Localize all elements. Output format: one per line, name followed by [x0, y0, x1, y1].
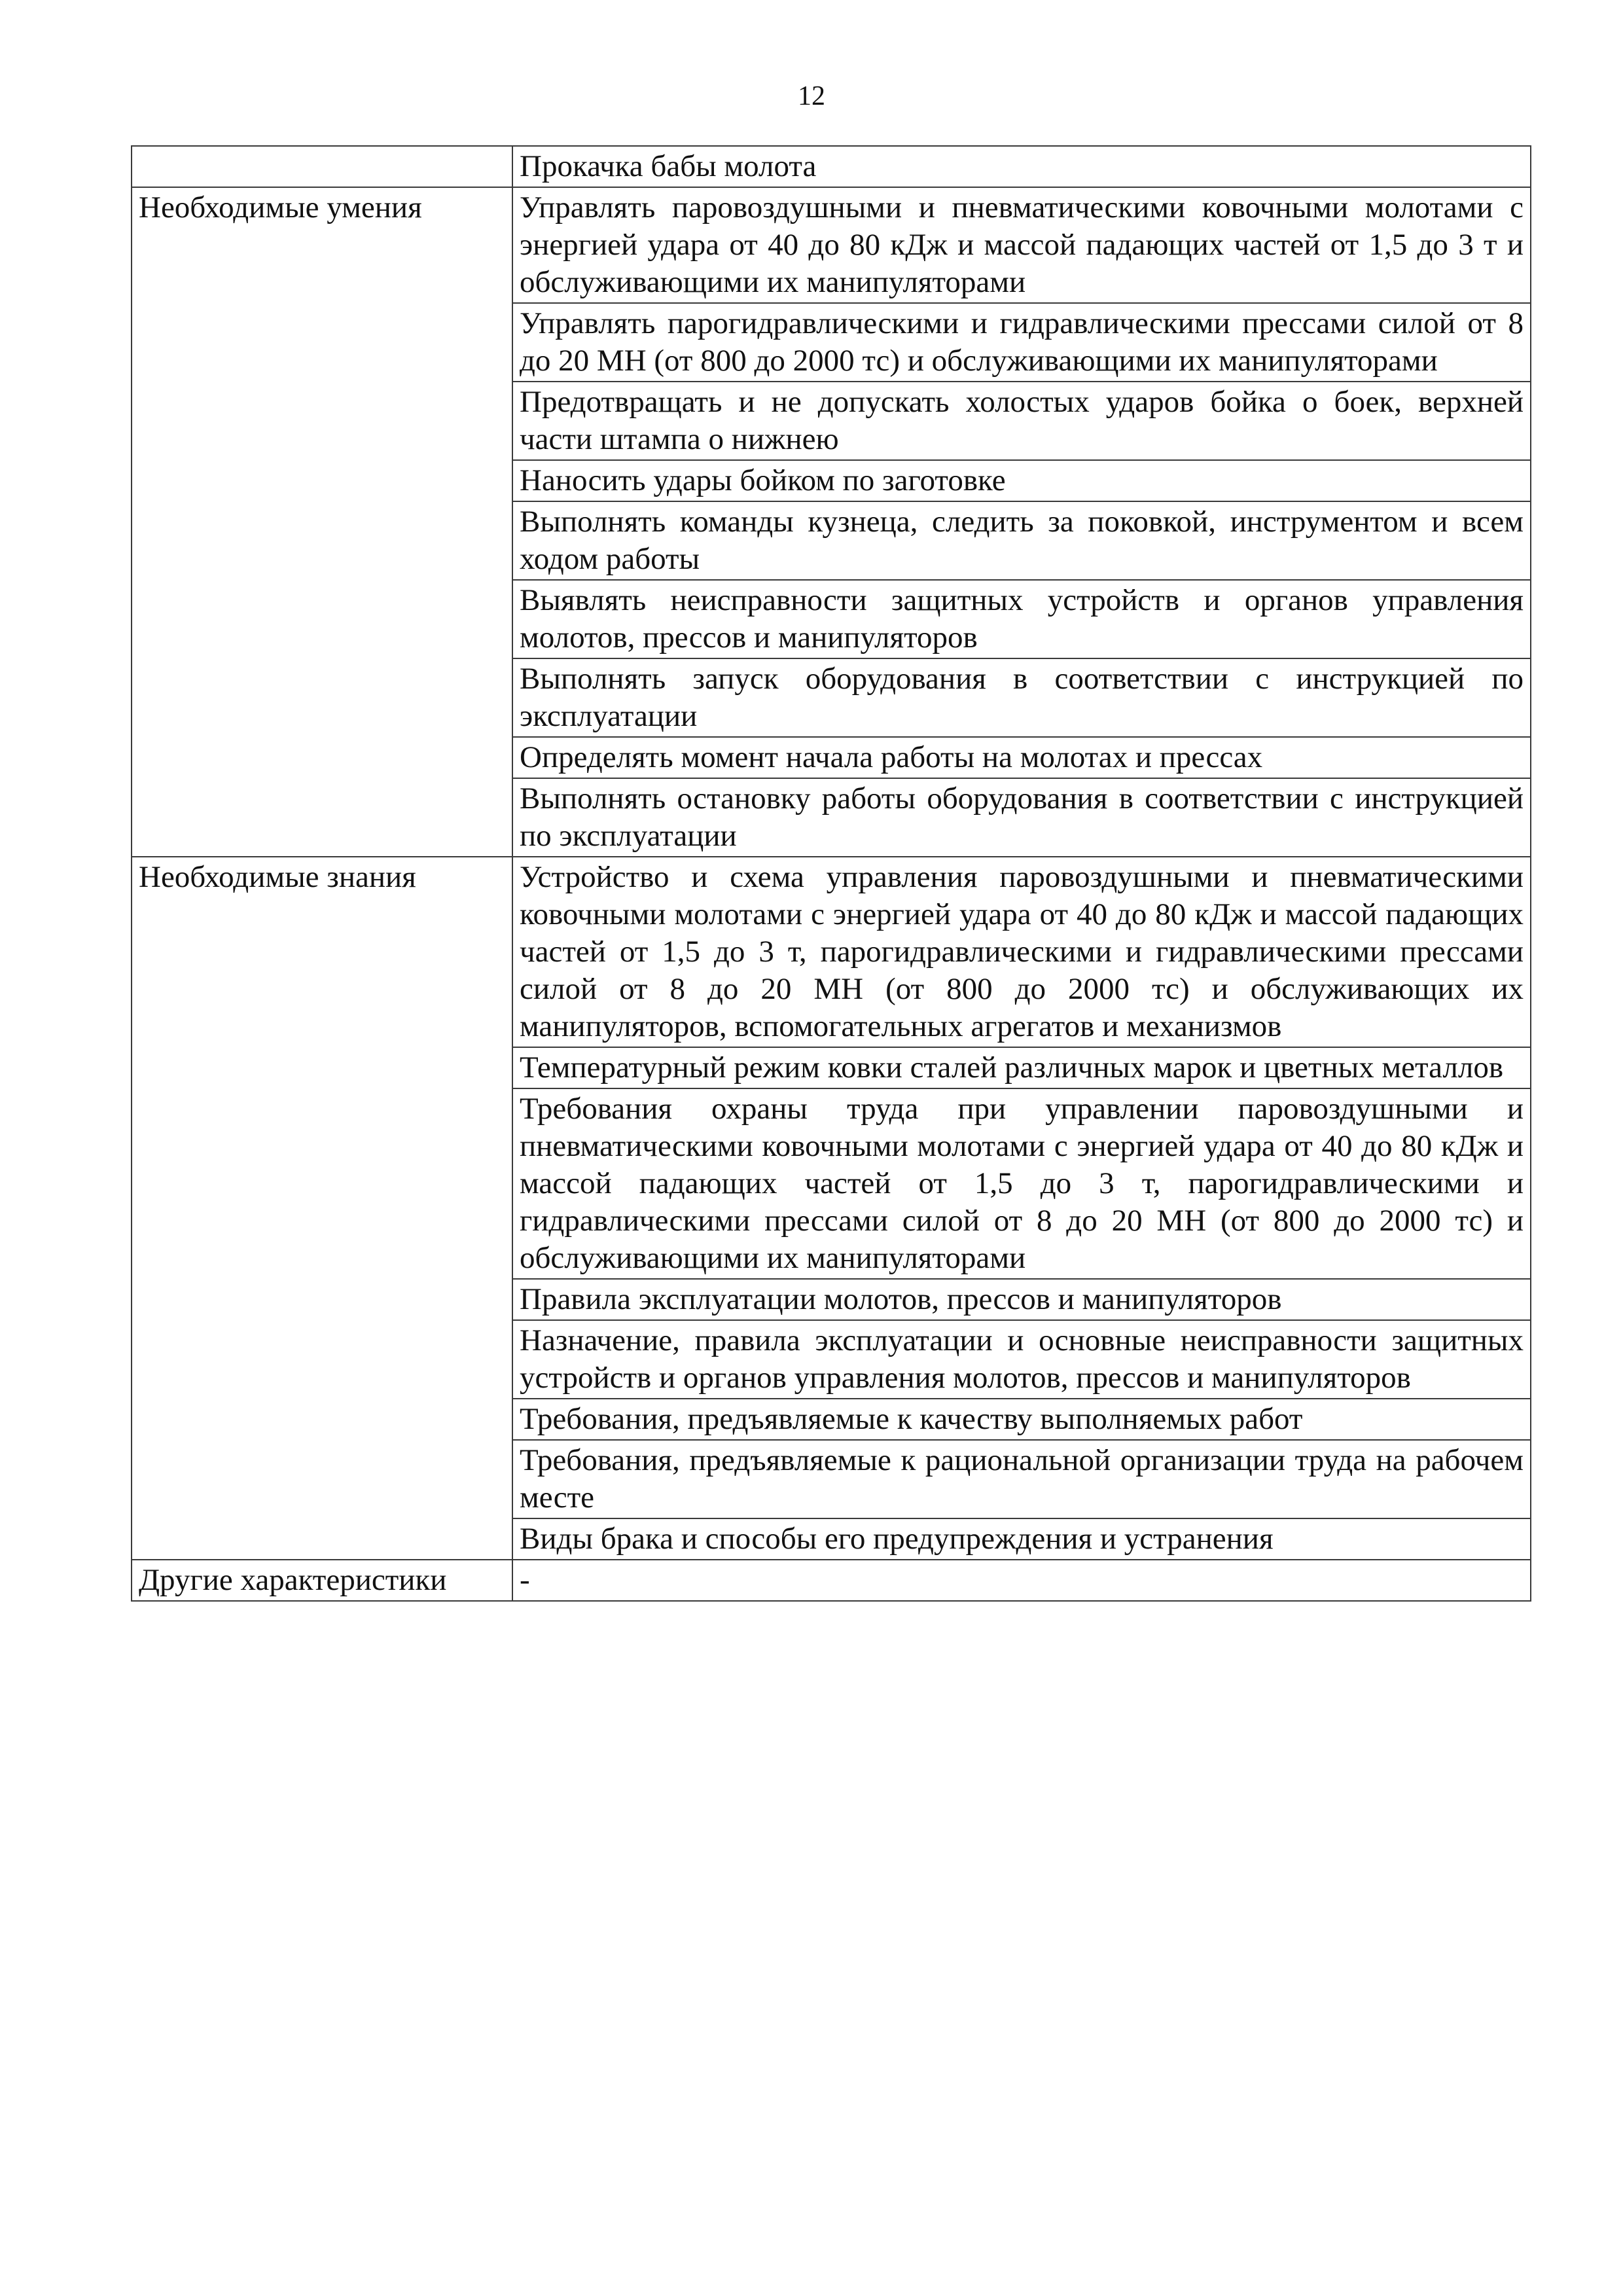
table-row [132, 857, 1531, 1047]
table-cell: Прокачка бабы молота [512, 146, 1531, 187]
knowledge-item: Требования охраны труда при управлении паровоздушными и пневматическими ковочными молотами с энергией удара от 40 до 80 кДж и массой падающих частей от 1,5 до 3 т, парогидравлическими и гидравлическими прессами силой от 8 до 20 МН (от 800 до 2000 тс) и обслуживающими их манипуляторами [512, 1088, 1531, 1279]
skills-label: Необходимые умения [132, 187, 512, 857]
knowledge-item: Назначение, правила эксплуатации и основные неисправности защитных устройств и органов управления молотов, прессов и манипуляторов [512, 1320, 1531, 1399]
row-label-empty [132, 146, 512, 187]
table-row [132, 1560, 1531, 1601]
skill-item: Управлять парогидравлическими и гидравлическими прессами силой от 8 до 20 МН (от 800 до 2000 тс) и обслуживающими их манипуляторами [512, 303, 1531, 382]
knowledge-item: Виды брака и способы его предупреждения и устранения [512, 1518, 1531, 1560]
skill-item: Выполнять остановку работы оборудования в соответствии с инструкцией по эксплуатации [512, 778, 1531, 857]
skill-item: Выявлять неисправности защитных устройств и органов управления молотов, прессов и манипуляторов [512, 580, 1531, 658]
job-requirements-table [131, 145, 1531, 1602]
knowledge-item: Требования, предъявляемые к качеству выполняемых работ [512, 1399, 1531, 1440]
knowledge-label: Необходимые знания [132, 857, 512, 1560]
skill-item: Выполнять запуск оборудования в соответствии с инструкцией по эксплуатации [512, 658, 1531, 737]
skill-item: Предотвращать и не допускать холостых ударов бойка о боек, верхней части штампа о нижнею [512, 382, 1531, 460]
other-value: - [512, 1560, 1531, 1601]
table-row [132, 146, 1531, 187]
table-row [132, 187, 1531, 303]
knowledge-item: Требования, предъявляемые к рациональной организации труда на рабочем месте [512, 1440, 1531, 1518]
skill-item: Определять момент начала работы на молотах и прессах [512, 737, 1531, 778]
skill-item: Наносить удары бойком по заготовке [512, 460, 1531, 501]
other-label: Другие характеристики [132, 1560, 512, 1601]
knowledge-item: Температурный режим ковки сталей различных марок и цветных металлов [512, 1047, 1531, 1088]
knowledge-item: Устройство и схема управления паровоздушными и пневматическими ковочными молотами с энергией удара от 40 до 80 кДж и массой падающих частей от 1,5 до 3 т, парогидравлическими и гидравлическими прессами силой от 8 до 20 МН (от 800 до 2000 тс) и обслуживающих их манипуляторов, вспомогательных агрегатов и механизмов [512, 857, 1531, 1047]
knowledge-item: Правила эксплуатации молотов, прессов и манипуляторов [512, 1279, 1531, 1320]
skill-item: Управлять паровоздушными и пневматическими ковочными молотами с энергией удара от 40 до 80 кДж и массой падающих частей от 1,5 до 3 т и обслуживающими их манипуляторами [512, 187, 1531, 303]
skill-item: Выполнять команды кузнеца, следить за поковкой, инструментом и всем ходом работы [512, 501, 1531, 580]
page-number: 12 [798, 81, 825, 111]
